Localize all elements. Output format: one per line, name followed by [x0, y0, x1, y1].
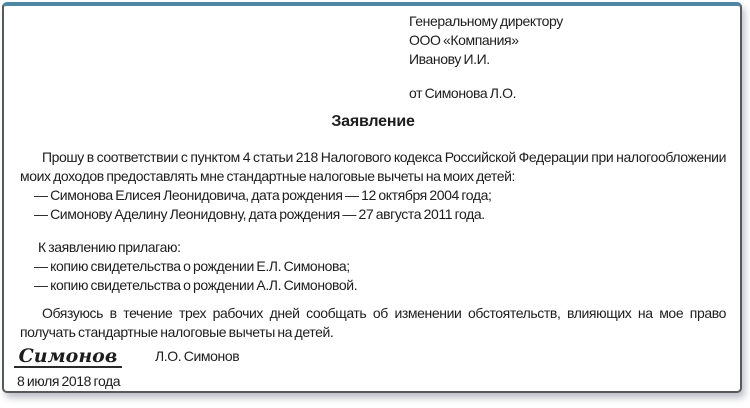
addressee-line: ООО «Компания» [409, 32, 519, 48]
addressee-block [409, 12, 726, 69]
addressee-line: Генеральному директору [409, 13, 563, 29]
printed-name: Л.О. Симонов [155, 348, 240, 364]
document-title: Заявление [331, 113, 415, 130]
attachments-list [20, 257, 726, 295]
obligation-paragraph: Обязуюсь в течение трех рабочих дней сообщать об изменении обстоятельств, влияющих на мое право получать стандартные налоговые вычеты на детей. [20, 305, 726, 340]
from-line: от Симонова Л.О. [409, 85, 517, 101]
request-paragraph: Прошу в соответствии с пунктом 4 статьи 218 Налогового кодекса Российской Федерации при налогообложении моих доходов предоставлять мне стандартные налоговые вычеты на моих детей: [20, 149, 726, 184]
attachments-heading: К заявлению прилагаю: [38, 239, 181, 255]
attachment-item: — копию свидетельства о рождении А.Л. Симоновой. [34, 277, 358, 293]
child-item: — Симонова Елисея Леонидовича, дата рождения — 12 октября 2004 года; [34, 187, 492, 203]
addressee-line: Иванову И.И. [409, 51, 490, 67]
handwritten-signature: Симонов [14, 346, 122, 368]
signature-row [20, 346, 726, 368]
attachment-item: — копию свидетельства о рождении Е.Л. Симонова; [34, 258, 350, 274]
child-item: — Симонову Аделину Леонидовну, дата рождения — 27 августа 2011 года. [34, 206, 485, 222]
document-date: 8 июля 2018 года [17, 373, 121, 389]
document-page [2, 2, 742, 393]
attachments-block [20, 238, 726, 295]
children-list [20, 186, 726, 224]
